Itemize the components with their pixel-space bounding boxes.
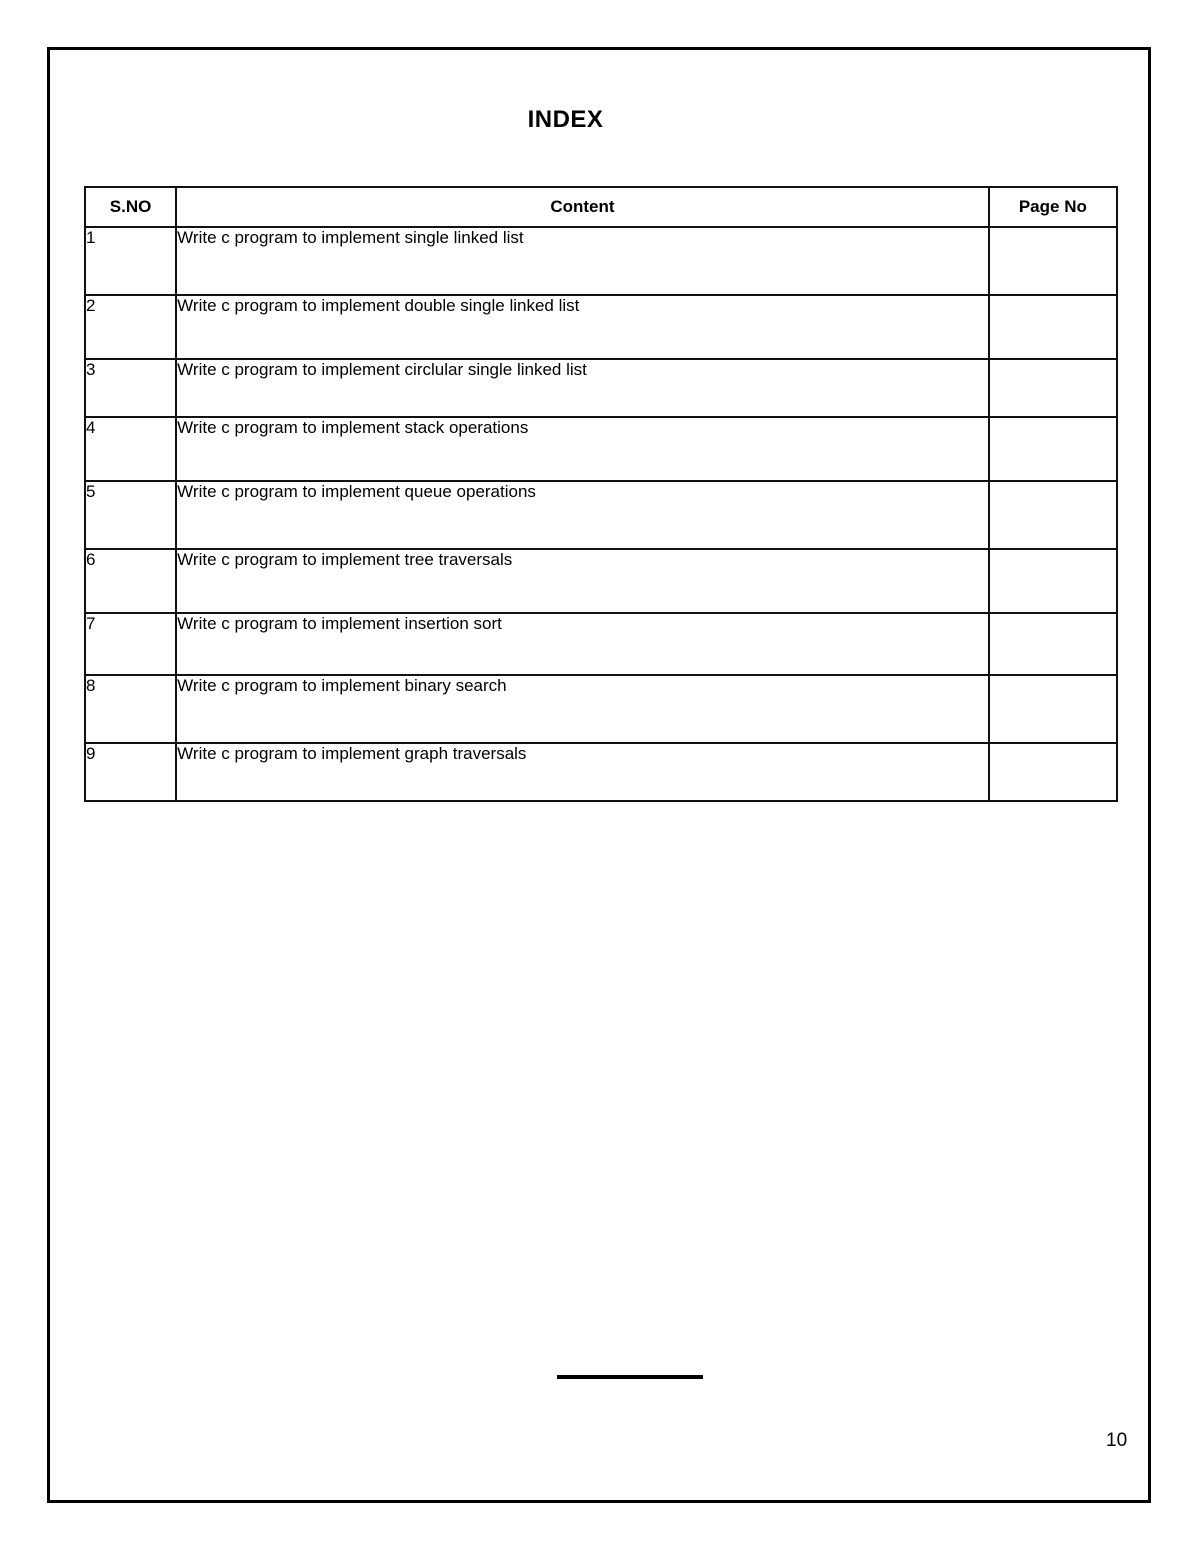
- sno-cell: 8: [85, 675, 176, 743]
- index-table: [84, 186, 1118, 802]
- table-row: [85, 613, 1117, 675]
- content-cell: Write c program to implement queue operations: [176, 481, 989, 549]
- sno-cell: 1: [85, 227, 176, 295]
- table-row: [85, 295, 1117, 359]
- page-no-cell: [989, 417, 1117, 481]
- content-cell: Write c program to implement insertion sort: [176, 613, 989, 675]
- page-no-cell: [989, 613, 1117, 675]
- table-row: [85, 227, 1117, 295]
- content-cell: Write c program to implement single linked list: [176, 227, 989, 295]
- header-sno: S.NO: [85, 187, 176, 227]
- table-row: [85, 743, 1117, 801]
- content-cell: Write c program to implement tree traversals: [176, 549, 989, 613]
- header-content: Content: [176, 187, 989, 227]
- page-no-cell: [989, 481, 1117, 549]
- sno-cell: 9: [85, 743, 176, 801]
- page-no-cell: [989, 359, 1117, 417]
- content-cell: Write c program to implement graph traversals: [176, 743, 989, 801]
- page-number: 10: [1106, 1430, 1128, 1451]
- table-row: [85, 417, 1117, 481]
- sno-cell: 7: [85, 613, 176, 675]
- page-no-cell: [989, 675, 1117, 743]
- page-no-cell: [989, 295, 1117, 359]
- signature-line: [557, 1375, 703, 1379]
- sno-cell: 2: [85, 295, 176, 359]
- sno-cell: 3: [85, 359, 176, 417]
- content-cell: Write c program to implement binary search: [176, 675, 989, 743]
- table-row: [85, 359, 1117, 417]
- sno-cell: 6: [85, 549, 176, 613]
- sno-cell: 4: [85, 417, 176, 481]
- header-page-no: Page No: [989, 187, 1117, 227]
- content-cell: Write c program to implement circlular single linked list: [176, 359, 989, 417]
- table-row: [85, 481, 1117, 549]
- content-cell: Write c program to implement double single linked list: [176, 295, 989, 359]
- table-header-row: [85, 187, 1117, 227]
- table-row: [85, 549, 1117, 613]
- page-no-cell: [989, 743, 1117, 801]
- page-no-cell: [989, 549, 1117, 613]
- sno-cell: 5: [85, 481, 176, 549]
- page-no-cell: [989, 227, 1117, 295]
- page-title: INDEX: [527, 106, 604, 133]
- table-row: [85, 675, 1117, 743]
- content-cell: Write c program to implement stack operations: [176, 417, 989, 481]
